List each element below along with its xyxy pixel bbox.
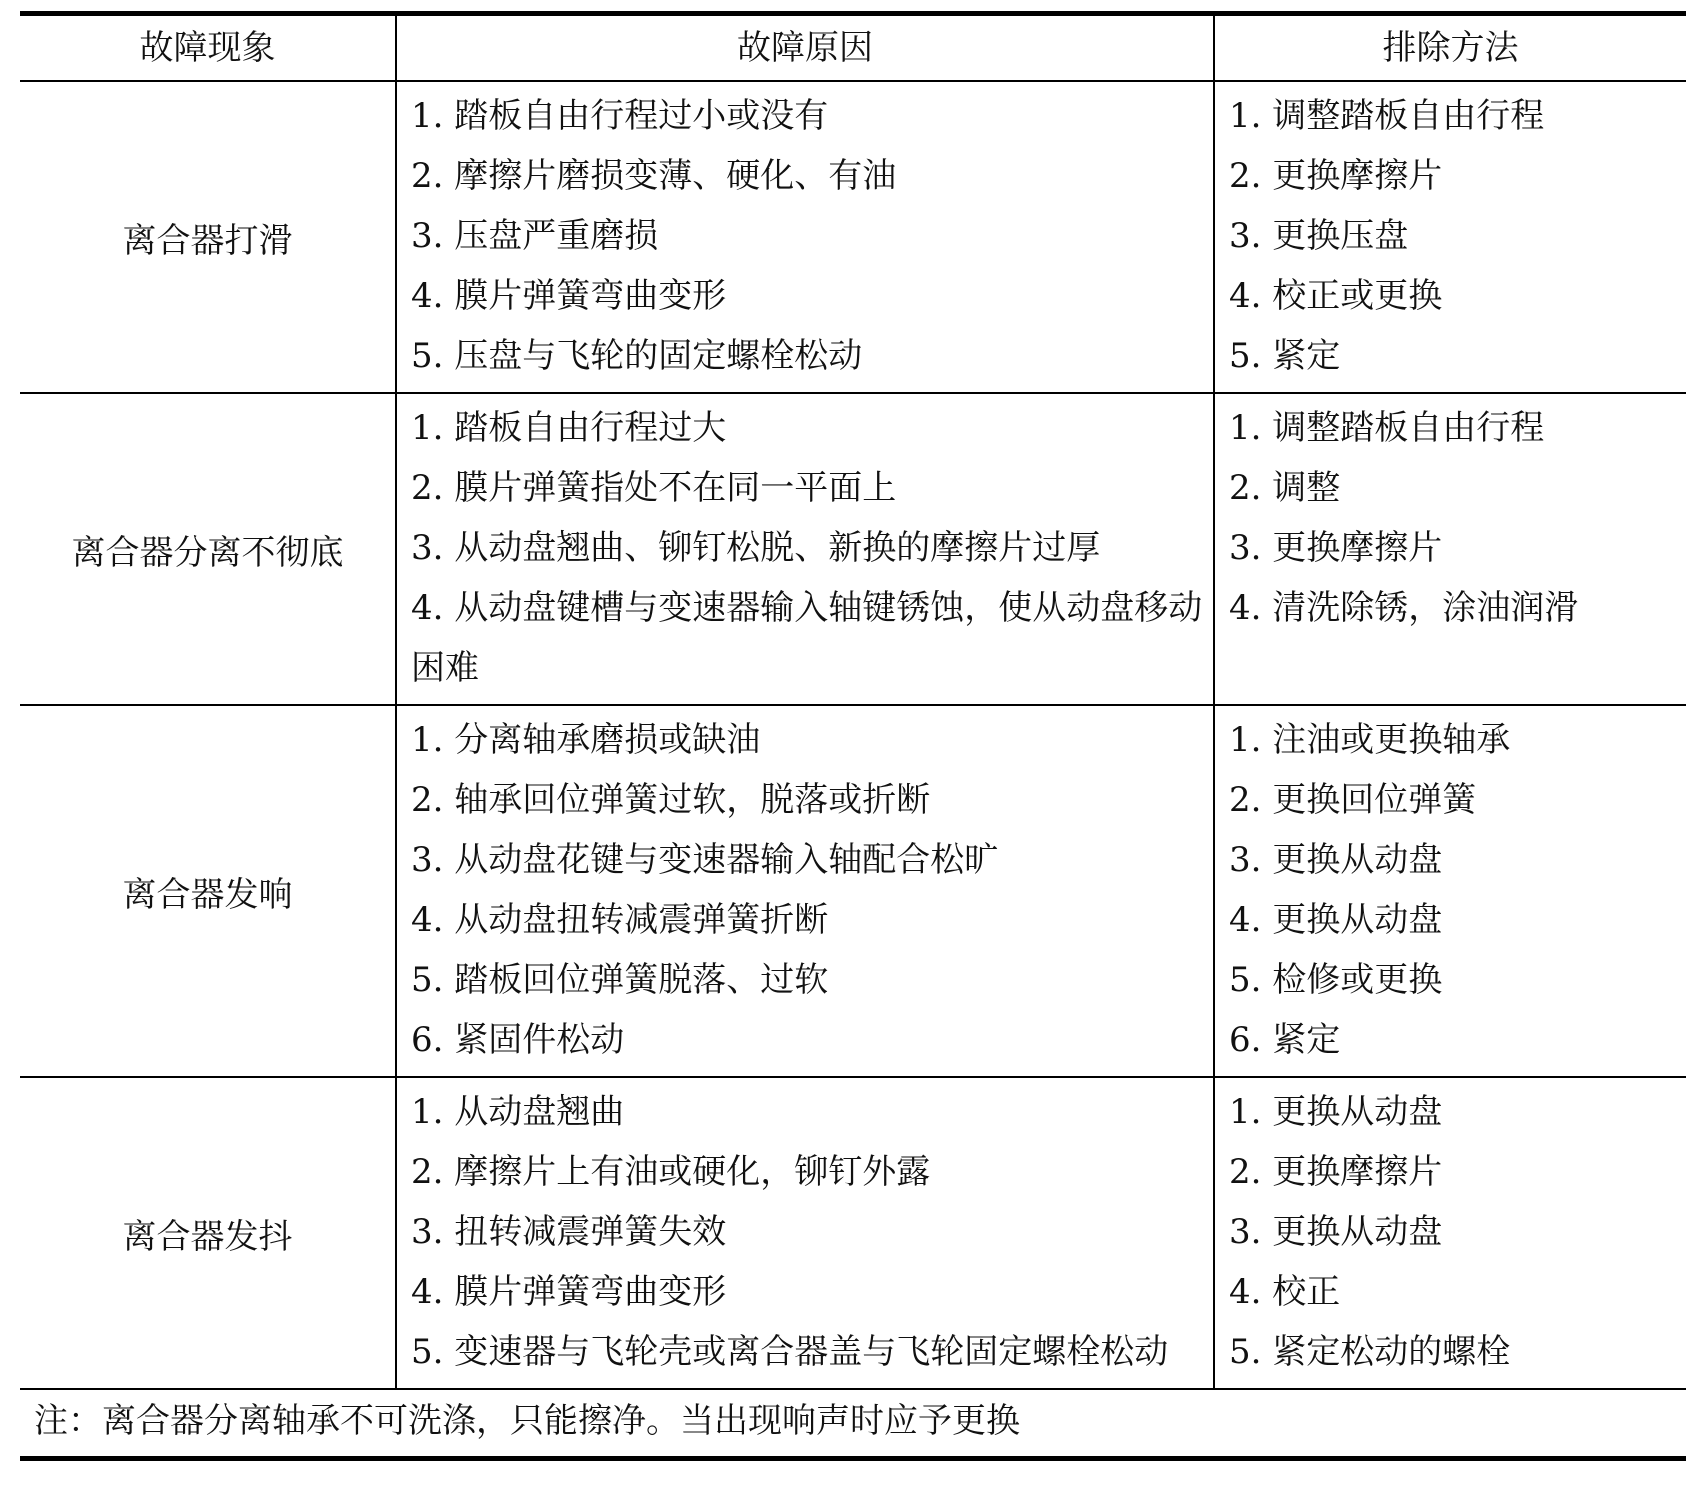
clutch-fault-table — [20, 11, 1686, 1390]
table-row — [20, 1077, 1686, 1389]
header-symptom: 故障现象 — [20, 14, 396, 82]
table-header-row — [20, 14, 1686, 82]
remedy-item: 6. 紧定 — [1229, 1020, 1341, 1060]
remedy-item: 1. 更换从动盘 — [1229, 1092, 1443, 1132]
remedy-cell — [1214, 1077, 1686, 1389]
remedy-cell — [1214, 705, 1686, 1077]
remedy-item: 2. 更换摩擦片 — [1229, 156, 1443, 196]
fault-table-container — [20, 11, 1686, 1461]
cause-item: 4. 膜片弹簧弯曲变形 — [411, 1272, 727, 1312]
remedy-item: 5. 检修或更换 — [1229, 960, 1443, 1000]
cause-item: 6. 紧固件松动 — [411, 1020, 625, 1060]
cause-item: 2. 膜片弹簧指处不在同一平面上 — [411, 468, 897, 508]
remedy-item: 2. 调整 — [1229, 468, 1341, 508]
table-footnote: 注：离合器分离轴承不可洗涤，只能擦净。当出现响声时应予更换 — [20, 1390, 1686, 1461]
cause-item: 2. 摩擦片上有油或硬化，铆钉外露 — [411, 1152, 931, 1192]
header-cause: 故障原因 — [396, 14, 1214, 82]
cause-item: 2. 摩擦片磨损变薄、硬化、有油 — [411, 156, 897, 196]
remedy-cell — [1214, 393, 1686, 705]
table-row — [20, 705, 1686, 1077]
remedy-item: 3. 更换从动盘 — [1229, 1212, 1443, 1252]
cause-cell — [396, 1077, 1214, 1389]
cause-item: 1. 分离轴承磨损或缺油 — [411, 720, 761, 760]
remedy-item: 4. 校正或更换 — [1229, 276, 1443, 316]
remedy-item: 1. 注油或更换轴承 — [1229, 720, 1511, 760]
cause-cell — [396, 81, 1214, 393]
cause-item: 3. 从动盘翘曲、铆钉松脱、新换的摩擦片过厚 — [411, 528, 1101, 568]
symptom-cell: 离合器打滑 — [20, 81, 396, 393]
remedy-item: 5. 紧定 — [1229, 336, 1341, 376]
cause-item: 5. 压盘与飞轮的固定螺栓松动 — [411, 336, 863, 376]
table-row — [20, 81, 1686, 393]
remedy-item: 4. 清洗除锈，涂油润滑 — [1229, 588, 1579, 628]
cause-item: 5. 变速器与飞轮壳或离合器盖与飞轮固定螺栓松动 — [411, 1332, 1169, 1372]
cause-item: 3. 从动盘花键与变速器输入轴配合松旷 — [411, 840, 999, 880]
symptom-cell: 离合器发响 — [20, 705, 396, 1077]
remedy-item: 2. 更换回位弹簧 — [1229, 780, 1477, 820]
symptom-cell: 离合器发抖 — [20, 1077, 396, 1389]
cause-cell — [396, 705, 1214, 1077]
remedy-item: 1. 调整踏板自由行程 — [1229, 408, 1545, 448]
cause-item: 1. 从动盘翘曲 — [411, 1092, 625, 1132]
remedy-item: 4. 更换从动盘 — [1229, 900, 1443, 940]
remedy-item: 5. 紧定松动的螺栓 — [1229, 1332, 1511, 1372]
remedy-item: 3. 更换从动盘 — [1229, 840, 1443, 880]
cause-item: 2. 轴承回位弹簧过软，脱落或折断 — [411, 780, 931, 820]
cause-item: 4. 膜片弹簧弯曲变形 — [411, 276, 727, 316]
cause-item: 4. 从动盘键槽与变速器输入轴键锈蚀，使从动盘移动困难 — [411, 588, 1203, 688]
cause-item: 3. 扭转减震弹簧失效 — [411, 1212, 727, 1252]
remedy-item: 3. 更换摩擦片 — [1229, 528, 1443, 568]
table-row — [20, 393, 1686, 705]
cause-item: 4. 从动盘扭转减震弹簧折断 — [411, 900, 829, 940]
cause-item: 5. 踏板回位弹簧脱落、过软 — [411, 960, 829, 1000]
remedy-item: 4. 校正 — [1229, 1272, 1341, 1312]
remedy-cell — [1214, 81, 1686, 393]
remedy-item: 1. 调整踏板自由行程 — [1229, 96, 1545, 136]
cause-item: 3. 压盘严重磨损 — [411, 216, 659, 256]
remedy-item: 3. 更换压盘 — [1229, 216, 1409, 256]
cause-item: 1. 踏板自由行程过大 — [411, 408, 727, 448]
header-remedy: 排除方法 — [1214, 14, 1686, 82]
cause-item: 1. 踏板自由行程过小或没有 — [411, 96, 829, 136]
symptom-cell: 离合器分离不彻底 — [20, 393, 396, 705]
remedy-item: 2. 更换摩擦片 — [1229, 1152, 1443, 1192]
cause-cell — [396, 393, 1214, 705]
